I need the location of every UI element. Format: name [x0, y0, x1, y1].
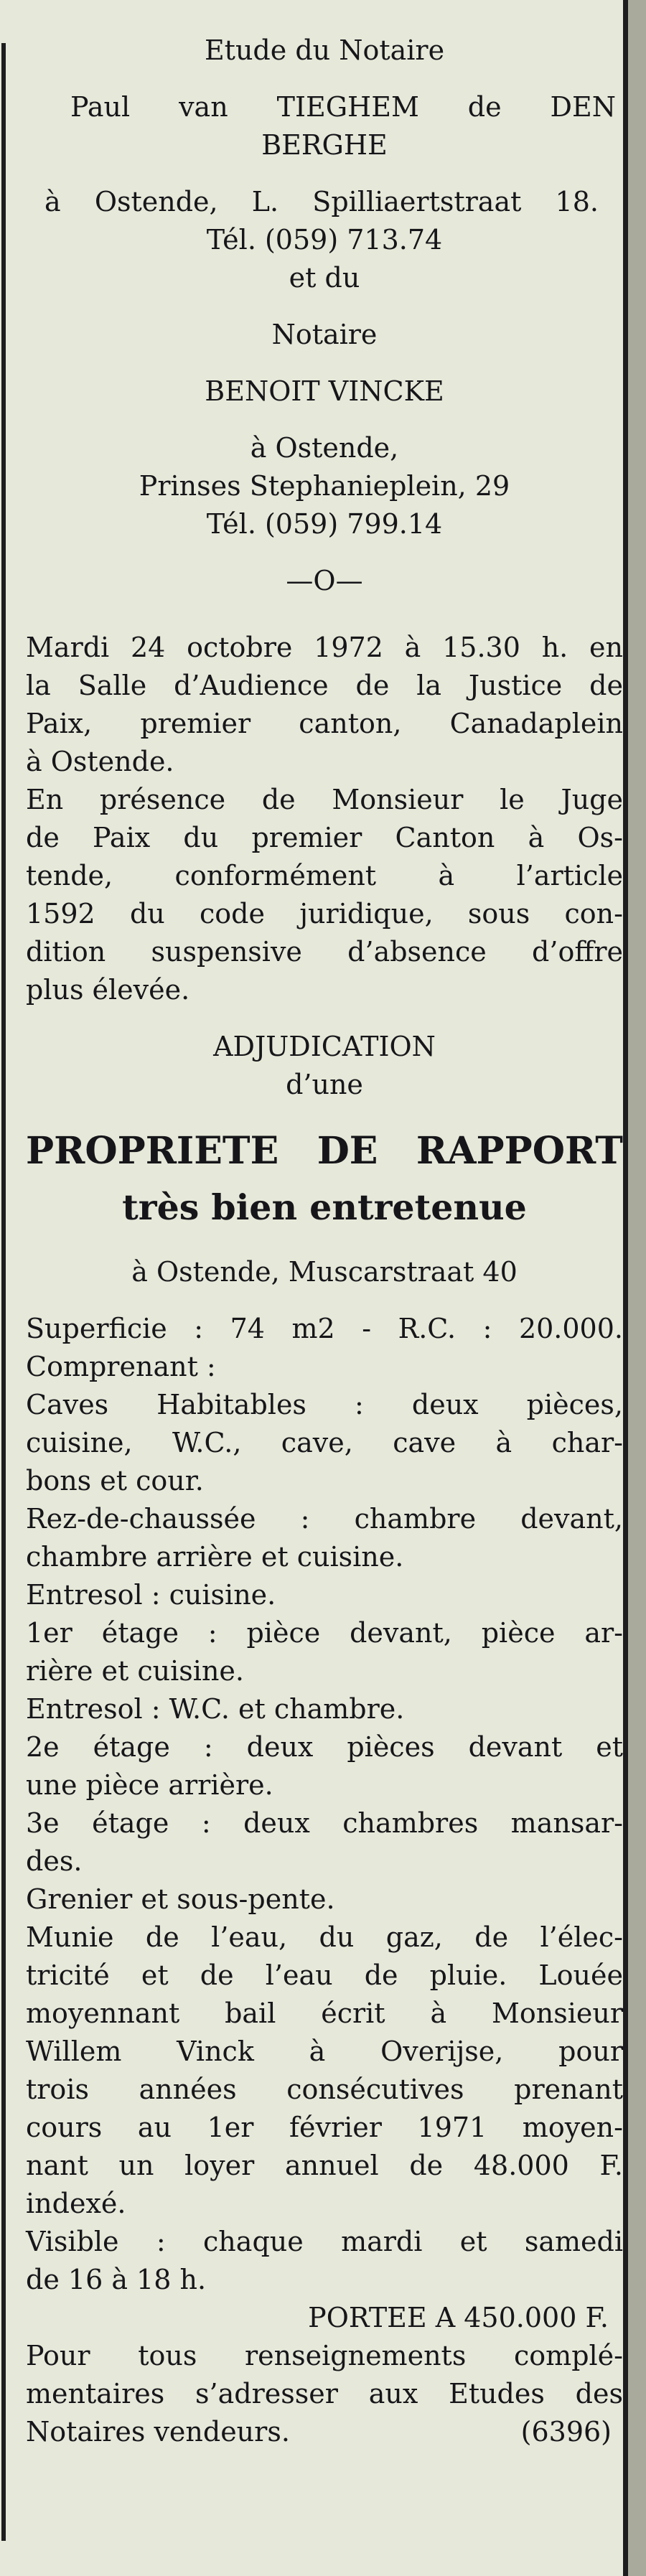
etude-label: Etude du Notaire: [204, 34, 445, 66]
adjudication-heading: ADJUDICATION: [213, 1031, 436, 1062]
notice-body: [26, 32, 623, 2451]
detail-line: Rez-de-chaussée : chambre devant,: [26, 1503, 623, 1535]
footer-last-line: [26, 2413, 623, 2451]
intro-line: dition suspensive d’absence d’offre: [26, 936, 623, 968]
reference-number: (6396): [520, 2416, 612, 2448]
property-details: [26, 1310, 623, 2299]
property-location: à Ostende, Muscarstraat 40: [131, 1256, 518, 1288]
detail-line: bons et cour.: [26, 1465, 204, 1497]
page-edge: [628, 0, 646, 2576]
notary1-phone: Tél. (059) 713.74: [206, 224, 443, 256]
detail-line: indexé.: [26, 2188, 126, 2219]
footer-line: Notaires vendeurs.: [26, 2416, 290, 2448]
notary2-address-street: Prinses Stephanieplein, 29: [139, 470, 510, 502]
separator: —O—: [286, 565, 363, 596]
detail-line: Caves Habitables : deux pièces,: [26, 1389, 623, 1420]
notary2-address-city: à Ostende,: [250, 432, 399, 464]
detail-line: Grenier et sous-pente.: [26, 1883, 335, 1915]
intro-line: à Ostende.: [26, 746, 174, 777]
adjudication-of: d’une: [286, 1069, 363, 1100]
property-subtitle: très bien entretenue: [122, 1186, 527, 1228]
detail-line: des.: [26, 1845, 83, 1877]
notary2-phone: Tél. (059) 799.14: [206, 508, 443, 540]
detail-line: 3e étage : deux chambres mansar-: [26, 1807, 623, 1839]
notary1-name: Paul van TIEGHEM de DEN: [70, 91, 616, 123]
detail-line: chambre arrière et cuisine.: [26, 1541, 404, 1573]
detail-line: Comprenant :: [26, 1351, 216, 1382]
detail-line: 1er étage : pièce devant, pièce ar-: [26, 1617, 623, 1649]
footer-line: Pour tous renseignements complé-: [26, 2340, 623, 2371]
detail-line: Visible : chaque mardi et samedi: [26, 2226, 623, 2257]
intro-line: 1592 du code juridique, sous con-: [26, 898, 623, 929]
intro-line: Paix, premier canton, Canadaplein: [26, 708, 623, 739]
notary2-name: BENOIT VINCKE: [205, 375, 444, 407]
detail-line: cours au 1er février 1971 moyen-: [26, 2112, 623, 2143]
detail-line: nant un loyer annuel de 48.000 F.: [26, 2150, 623, 2181]
notary-label: Notaire: [271, 319, 378, 350]
intro-line: Mardi 24 octobre 1972 à 15.30 h. en: [26, 632, 623, 663]
right-column-rule: [623, 0, 628, 2576]
detail-line: Willem Vinck à Overijse, pour: [26, 2036, 623, 2067]
detail-line: moyennant bail écrit à Monsieur: [26, 1997, 623, 2029]
detail-line: Superficie : 74 m2 - R.C. : 20.000.: [26, 1313, 623, 1344]
detail-line: Munie de l’eau, du gaz, de l’élec-: [26, 1921, 623, 1953]
notary1-address: à Ostende, L. Spilliaertstraat 18.: [45, 186, 599, 217]
intro-line: de Paix du premier Canton à Os-: [26, 822, 623, 853]
and-of-label: et du: [289, 262, 360, 294]
intro-line: la Salle d’Audience de la Justice de: [26, 670, 623, 701]
notary1-name-cont: BERGHE: [261, 129, 388, 161]
detail-line: 2e étage : deux pièces devant et: [26, 1731, 623, 1763]
intro-paragraph: [26, 629, 623, 1009]
detail-line: de 16 à 18 h.: [26, 2264, 207, 2295]
detail-line: cuisine, W.C., cave, cave à char-: [26, 1427, 623, 1458]
footer-line: mentaires s’adresser aux Etudes des: [26, 2378, 623, 2409]
detail-line: tricité et de l’eau de pluie. Louée: [26, 1959, 623, 1991]
intro-line: En présence de Monsieur le Juge: [26, 784, 623, 815]
detail-line: une pièce arrière.: [26, 1769, 273, 1801]
detail-line: Entresol : W.C. et chambre.: [26, 1693, 405, 1725]
detail-line: Entresol : cuisine.: [26, 1579, 276, 1611]
intro-line: tende, conformément à l’article: [26, 860, 623, 891]
property-title: PROPRIETE DE RAPPORT: [26, 1129, 623, 1173]
left-column-rule: [1, 43, 6, 2541]
detail-line: rière et cuisine.: [26, 1655, 244, 1687]
intro-line: plus élevée.: [26, 974, 190, 1006]
detail-line: trois années consécutives prenant: [26, 2074, 623, 2105]
starting-price: PORTEE A 450.000 F.: [308, 2302, 609, 2333]
